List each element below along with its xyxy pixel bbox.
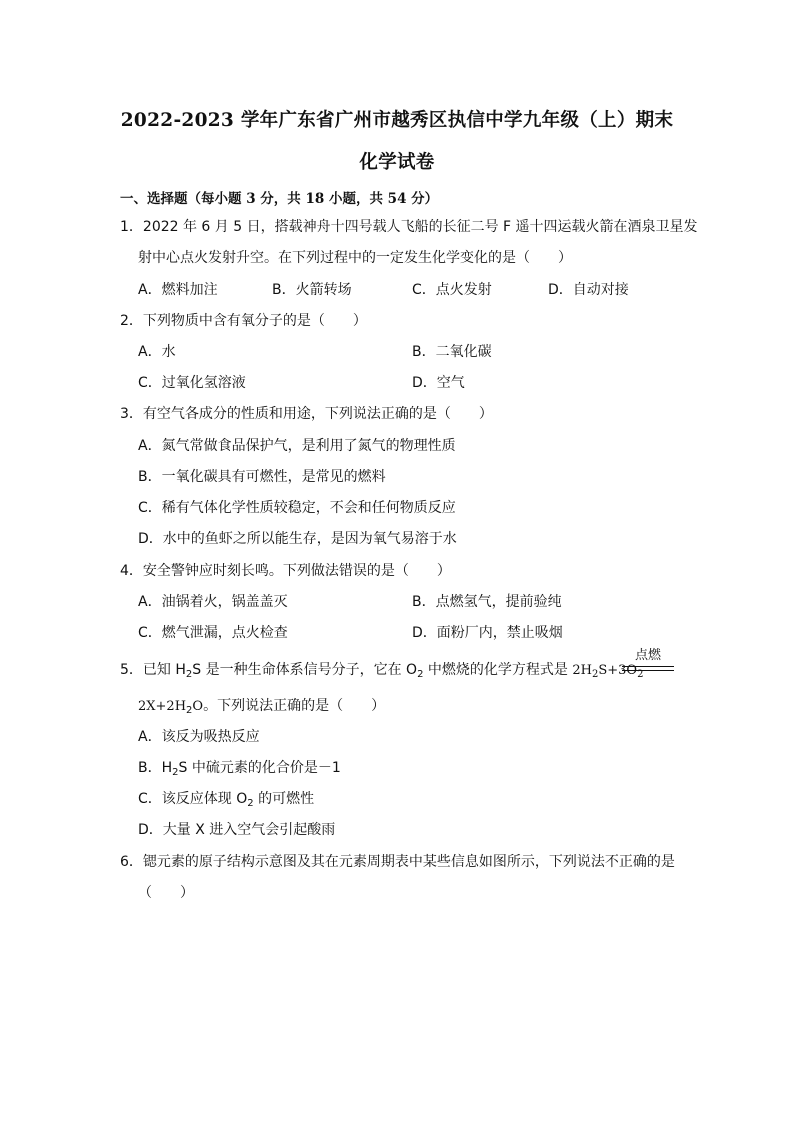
exam-title-line1: 2022-2023 学年广东省广州市越秀区执信中学九年级（上）期末 [120, 110, 674, 131]
q5-sub-2: 2 [417, 669, 424, 680]
q3-stem: 3．有空气各成分的性质和用途，下列说法正确的是（ ） [120, 406, 493, 422]
q5-option-a[interactable]: A．该反为吸热反应 [138, 729, 260, 745]
q3-option-c[interactable]: C．稀有气体化学性质较稳定，不会和任何物质反应 [138, 500, 456, 516]
q2-stem: 2．下列物质中含有氧分子的是（ ） [120, 313, 367, 329]
q1-option-d[interactable]: D．自动对接 [548, 282, 629, 298]
q5-reaction-condition [622, 648, 674, 671]
q5-equation-lhs: $2H_2S+3O_2$ [572, 663, 644, 680]
q6-stem-line2: （ ） [138, 885, 194, 901]
q4-option-b[interactable]: B．点燃氢气，提前验纯 [412, 594, 562, 610]
q5-text-1: 5．已知 H [120, 662, 186, 678]
q5-stem-line2: $2X+2H_2O$。下列说法正确的是（ ） [138, 698, 386, 716]
q5-sub-1: 2 [185, 669, 193, 680]
q4-option-d[interactable]: D．面粉厂内，禁止吸烟 [412, 625, 563, 641]
exam-title-line2: 化学试卷 [359, 152, 435, 173]
q2-option-a[interactable]: A．水 [138, 344, 176, 360]
q1-option-b[interactable]: B．火箭转场 [272, 282, 352, 298]
q2-option-b[interactable]: B．二氧化碳 [412, 344, 492, 360]
q3-option-b[interactable]: B．一氧化碳具有可燃性，是常见的燃料 [138, 469, 386, 485]
q5-option-d[interactable]: D．大量 X 进入空气会引起酸雨 [138, 822, 336, 838]
q5-equals-sign [622, 666, 674, 671]
section-heading-choice: 一、选择题（每小题 3 分，共 18 小题，共 54 分） [120, 191, 439, 207]
q4-stem: 4．安全警钟应时刻长鸣。下列做法错误的是（ ） [120, 563, 451, 579]
q3-option-d[interactable]: D．水中的鱼虾之所以能生存，是因为氧气易溶于水 [138, 531, 457, 547]
q2-option-c[interactable]: C．过氧化氢溶液 [138, 375, 246, 391]
q5-stem-line1 [120, 661, 643, 684]
q4-option-c[interactable]: C．燃气泄漏，点火检查 [138, 625, 288, 641]
q2-option-d[interactable]: D．空气 [412, 375, 465, 391]
q5-option-b[interactable]: B．$H_2S$ 中硫元素的化合价是－1 [138, 760, 341, 778]
q5-condition-label: 点燃 [634, 648, 661, 663]
q6-stem-line1: 6．锶元素的原子结构示意图及其在元素周期表中某些信息如图所示，下列说法不正确的是 [120, 854, 675, 870]
q5-text-2: S 是一种生命体系信号分子，它在 O [192, 662, 418, 678]
q5-option-c[interactable]: C．该反应体现 $O_2$ 的可燃性 [138, 791, 315, 809]
q1-stem-line2: 射中心点火发射升空。在下列过程中的一定发生化学变化的是（ ） [138, 250, 572, 266]
q3-option-a[interactable]: A．氮气常做食品保护气，是利用了氮气的物理性质 [138, 438, 456, 454]
q1-option-c[interactable]: C．点火发射 [412, 282, 492, 298]
q4-option-a[interactable]: A．油锅着火，锅盖盖灭 [138, 594, 288, 610]
q1-option-a[interactable]: A．燃料加注 [138, 282, 218, 298]
q5-stem-tail: 。下列说法正确的是（ ） [203, 698, 386, 714]
q5-text-3: 中燃烧的化学方程式是 [423, 662, 573, 678]
q1-stem-line1: 1．2022 年 6 月 5 日，搭载神舟十四号载人飞船的长征二号 F 遥十四运载火箭在酒泉卫星发 [120, 219, 698, 235]
